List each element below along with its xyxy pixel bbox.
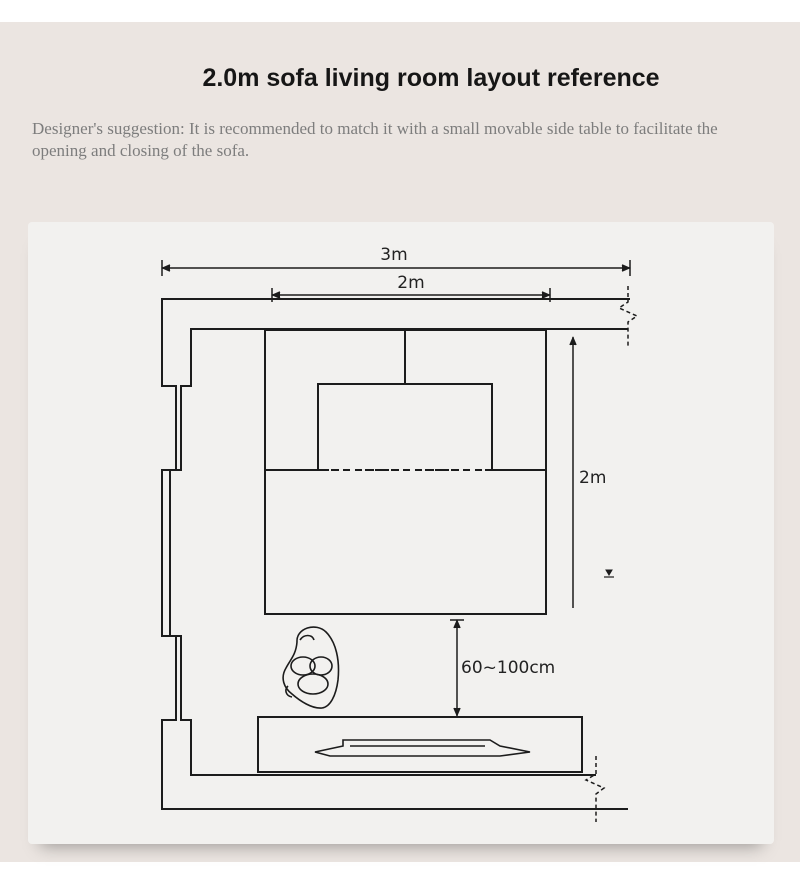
outer-wall <box>162 299 630 809</box>
tv-cabinet <box>258 717 582 772</box>
wall-break-bottom <box>586 756 604 822</box>
floor-plan-diagram <box>28 222 774 844</box>
label-overall-width: 3m <box>380 245 408 265</box>
floor-plan-panel <box>28 222 774 844</box>
page-title: 2.0m sofa living room layout reference <box>202 64 660 92</box>
page-background <box>0 22 800 862</box>
wall-break-top <box>619 286 637 346</box>
person-figure <box>283 627 338 708</box>
label-sofa-depth: 2m <box>579 468 607 488</box>
small-arrow-mark <box>606 570 612 575</box>
label-sofa-width: 2m <box>397 273 425 293</box>
designer-suggestion: Designer's suggestion: It is recommended to match it with a small movable side table to facilitate the opening and closing of the sofa. <box>32 119 718 160</box>
ottoman <box>318 384 492 470</box>
tv-icon <box>315 740 530 756</box>
dim-2m-depth-line <box>570 337 576 608</box>
label-clearance: 60~100cm <box>461 658 556 678</box>
